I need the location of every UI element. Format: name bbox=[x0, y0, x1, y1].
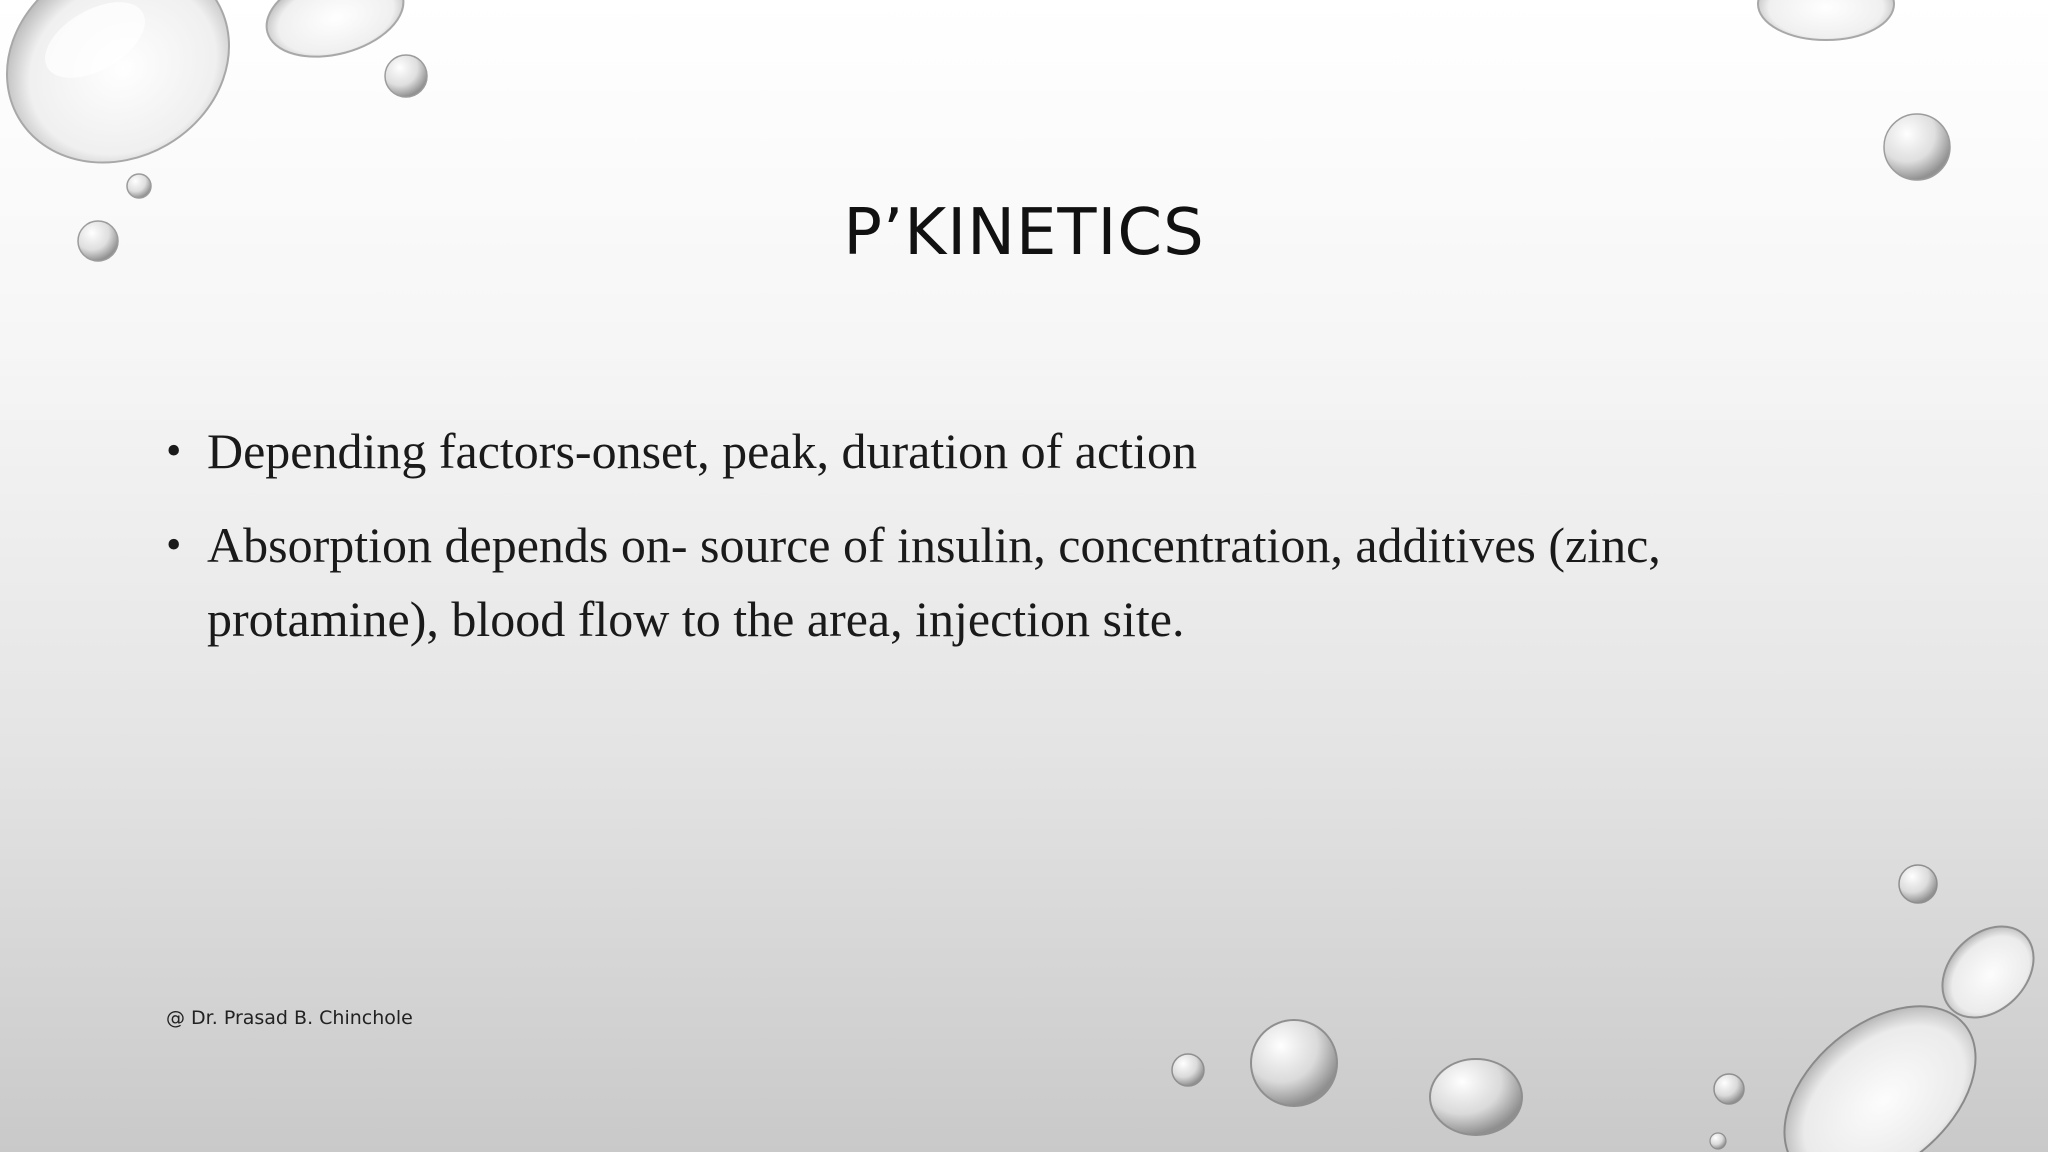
droplet-bottom-center-3 bbox=[1172, 1054, 1204, 1086]
droplet-top-right-1 bbox=[1758, 0, 1894, 40]
droplet-bottom-right-1 bbox=[1899, 865, 1937, 903]
droplet-top-right-2 bbox=[1884, 114, 1950, 180]
slide-footer: @ Dr. Prasad B. Chinchole bbox=[166, 1007, 413, 1029]
bullet-text: Absorption depends on- source of insulin, concentration, additives (zinc, protamine), blood flow to the area, injection site. bbox=[207, 517, 1661, 647]
bullet-text: Depending factors-onset, peak, duration of action bbox=[207, 423, 1197, 479]
droplet-small-1 bbox=[385, 55, 427, 97]
slide-title: P’KINETICS bbox=[843, 196, 1205, 270]
droplet-small-2 bbox=[127, 174, 151, 198]
droplet-bottom-right-3 bbox=[1714, 1074, 1744, 1104]
droplet-large-top-left bbox=[0, 0, 267, 202]
bullet-item bbox=[166, 414, 1746, 488]
droplet-bottom-center-2 bbox=[1251, 1020, 1337, 1106]
bullet-item bbox=[166, 508, 1746, 656]
bullet-list bbox=[166, 414, 1746, 676]
droplet-bottom-center-1 bbox=[1430, 1059, 1522, 1135]
bullet-marker: • bbox=[166, 520, 182, 569]
bullet-marker: • bbox=[166, 426, 182, 475]
droplet-bottom-right-4 bbox=[1710, 1133, 1726, 1149]
droplet-top-left-2 bbox=[257, 0, 413, 71]
